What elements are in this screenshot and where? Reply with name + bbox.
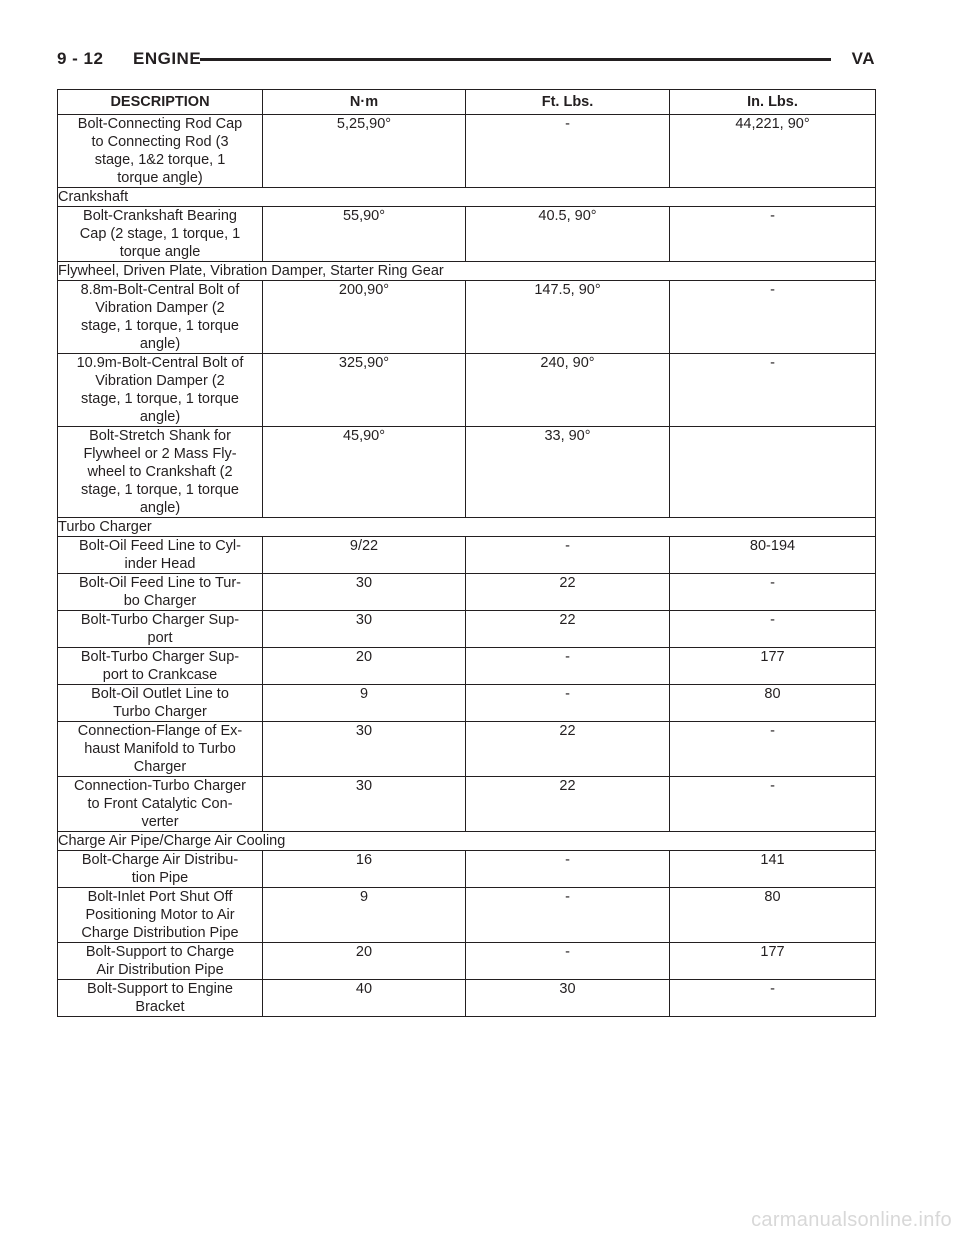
table-row <box>58 648 876 685</box>
ft-lbs-cell: - <box>466 888 670 943</box>
nm-cell: 45,90° <box>263 427 466 518</box>
table-row <box>58 980 876 1017</box>
ft-lbs-cell: - <box>466 115 670 188</box>
table-row <box>58 943 876 980</box>
table-row <box>58 685 876 722</box>
in-lbs-cell: - <box>670 574 876 611</box>
column-header-nm: N·m <box>263 90 466 115</box>
description-cell: Bolt-Oil Feed Line to Tur- bo Charger <box>58 574 263 611</box>
table-row <box>58 281 876 354</box>
ft-lbs-cell: 147.5, 90° <box>466 281 670 354</box>
column-header-ft-lbs: Ft. Lbs. <box>466 90 670 115</box>
in-lbs-cell: 80 <box>670 888 876 943</box>
description-cell: Connection-Turbo Charger to Front Catalytic Con- verter <box>58 777 263 832</box>
nm-cell: 55,90° <box>263 207 466 262</box>
description-cell: Bolt-Stretch Shank for Flywheel or 2 Mass Fly- wheel to Crankshaft (2 stage, 1 torque, 1 torque angle) <box>58 427 263 518</box>
table-row <box>58 722 876 777</box>
section-row <box>58 518 876 537</box>
ft-lbs-cell: 22 <box>466 722 670 777</box>
description-cell: Bolt-Connecting Rod Cap to Connecting Rod (3 stage, 1&2 torque, 1 torque angle) <box>58 115 263 188</box>
nm-cell: 30 <box>263 574 466 611</box>
in-lbs-cell: - <box>670 777 876 832</box>
nm-cell: 5,25,90° <box>263 115 466 188</box>
nm-cell: 40 <box>263 980 466 1017</box>
in-lbs-cell: 177 <box>670 943 876 980</box>
nm-cell: 30 <box>263 777 466 832</box>
description-cell: Bolt-Inlet Port Shut Off Positioning Motor to Air Charge Distribution Pipe <box>58 888 263 943</box>
page-header <box>57 48 875 72</box>
ft-lbs-cell: - <box>466 851 670 888</box>
ft-lbs-cell: - <box>466 685 670 722</box>
in-lbs-cell: 177 <box>670 648 876 685</box>
nm-cell: 9/22 <box>263 537 466 574</box>
nm-cell: 30 <box>263 722 466 777</box>
description-cell: Bolt-Turbo Charger Sup- port to Crankcase <box>58 648 263 685</box>
in-lbs-cell: 80 <box>670 685 876 722</box>
section-label: Turbo Charger <box>58 518 876 537</box>
ft-lbs-cell: - <box>466 943 670 980</box>
nm-cell: 9 <box>263 685 466 722</box>
description-cell: Bolt-Charge Air Distribu- tion Pipe <box>58 851 263 888</box>
ft-lbs-cell: 33, 90° <box>466 427 670 518</box>
description-cell: Bolt-Oil Outlet Line to Turbo Charger <box>58 685 263 722</box>
watermark: carmanualsonline.info <box>751 1209 952 1231</box>
nm-cell: 20 <box>263 943 466 980</box>
ft-lbs-cell: - <box>466 537 670 574</box>
section-row <box>58 188 876 207</box>
description-cell: Bolt-Crankshaft Bearing Cap (2 stage, 1 torque, 1 torque angle <box>58 207 263 262</box>
page-number: 9 - 12 <box>57 49 104 68</box>
nm-cell: 325,90° <box>263 354 466 427</box>
table-row <box>58 115 876 188</box>
table-header-row <box>58 90 876 115</box>
in-lbs-cell: - <box>670 354 876 427</box>
description-cell: Bolt-Support to Charge Air Distribution Pipe <box>58 943 263 980</box>
table-row <box>58 574 876 611</box>
in-lbs-cell: 80-194 <box>670 537 876 574</box>
table-body <box>58 115 876 1017</box>
table-row <box>58 354 876 427</box>
description-cell: 10.9m-Bolt-Central Bolt of Vibration Damper (2 stage, 1 torque, 1 torque angle) <box>58 354 263 427</box>
in-lbs-cell: - <box>670 207 876 262</box>
section-label: Charge Air Pipe/Charge Air Cooling <box>58 832 876 851</box>
section-row <box>58 262 876 281</box>
description-cell: Bolt-Support to Engine Bracket <box>58 980 263 1017</box>
in-lbs-cell <box>670 427 876 518</box>
column-header-description: DESCRIPTION <box>58 90 263 115</box>
in-lbs-cell: - <box>670 980 876 1017</box>
section-title: ENGINE <box>133 49 202 68</box>
nm-cell: 30 <box>263 611 466 648</box>
table-row <box>58 537 876 574</box>
description-cell: 8.8m-Bolt-Central Bolt of Vibration Damper (2 stage, 1 torque, 1 torque angle) <box>58 281 263 354</box>
description-cell: Bolt-Turbo Charger Sup- port <box>58 611 263 648</box>
model-code: VA <box>851 49 875 68</box>
description-cell: Connection-Flange of Ex- haust Manifold to Turbo Charger <box>58 722 263 777</box>
table-row <box>58 427 876 518</box>
nm-cell: 200,90° <box>263 281 466 354</box>
ft-lbs-cell: - <box>466 648 670 685</box>
header-rule <box>200 58 831 61</box>
table-row <box>58 207 876 262</box>
in-lbs-cell: - <box>670 281 876 354</box>
section-row <box>58 832 876 851</box>
nm-cell: 20 <box>263 648 466 685</box>
in-lbs-cell: 44,221, 90° <box>670 115 876 188</box>
ft-lbs-cell: 22 <box>466 611 670 648</box>
in-lbs-cell: - <box>670 611 876 648</box>
table-row <box>58 888 876 943</box>
ft-lbs-cell: 22 <box>466 574 670 611</box>
nm-cell: 16 <box>263 851 466 888</box>
table-row <box>58 611 876 648</box>
ft-lbs-cell: 30 <box>466 980 670 1017</box>
ft-lbs-cell: 40.5, 90° <box>466 207 670 262</box>
nm-cell: 9 <box>263 888 466 943</box>
in-lbs-cell: - <box>670 722 876 777</box>
table-row <box>58 851 876 888</box>
table-row <box>58 777 876 832</box>
torque-spec-table <box>57 89 876 1017</box>
ft-lbs-cell: 240, 90° <box>466 354 670 427</box>
section-label: Flywheel, Driven Plate, Vibration Damper, Starter Ring Gear <box>58 262 876 281</box>
description-cell: Bolt-Oil Feed Line to Cyl- inder Head <box>58 537 263 574</box>
section-label: Crankshaft <box>58 188 876 207</box>
in-lbs-cell: 141 <box>670 851 876 888</box>
ft-lbs-cell: 22 <box>466 777 670 832</box>
column-header-in-lbs: In. Lbs. <box>670 90 876 115</box>
